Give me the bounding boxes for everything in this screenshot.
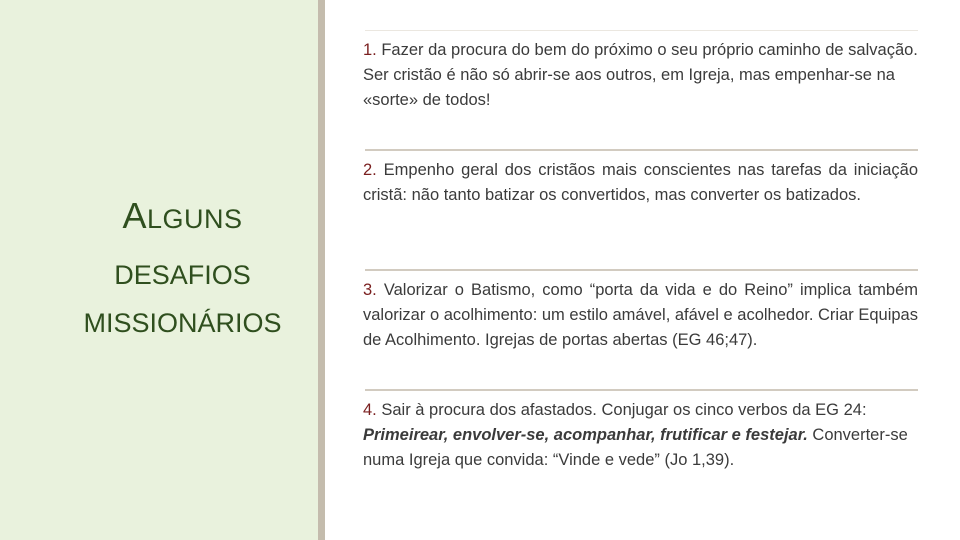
challenge-item-3	[363, 278, 918, 353]
title-word-rest: LGUNS	[146, 204, 243, 234]
item-text-a: Sair à procura dos afastados. Conjugar os cinco verbos da EG 24:	[376, 401, 867, 419]
item-text: Valorizar o Batismo, como “porta da vida e do Reino” implica também valorizar o acolhimento: um estilo amável, afável e acolhedor. Criar Equipas de Acolhimento. Igrejas de portas abertas (EG 46;47).	[363, 281, 918, 349]
item-text: Empenho geral dos cristãos mais conscientes nas tarefas da iniciação cristã: não tanto batizar os convertidos, mas converter os batizados.	[363, 161, 918, 204]
title-line-2: DESAFIOS	[114, 260, 251, 290]
separator-3	[365, 389, 918, 391]
separator-1	[365, 149, 918, 151]
challenge-item-1	[363, 38, 918, 113]
separator-2	[365, 269, 918, 271]
separator-top	[365, 30, 918, 31]
challenge-item-2	[363, 158, 918, 208]
item-text-b: Converter-se numa Igreja que convida: “Vinde e vede” (Jo 1,39).	[363, 426, 908, 469]
item-text: Fazer da procura do bem do próximo o seu próprio caminho de salvação. Ser cristão é não só abrir-se aos outros, em Igreja, mas empenhar-se na «sorte» de todos!	[363, 41, 918, 109]
item-number: 4.	[363, 401, 377, 419]
title-line-3: MISSIONÁRIOS	[83, 308, 282, 338]
item-text-emphasis: Primeirear, envolver-se, acompanhar, frutificar e festejar.	[363, 426, 808, 444]
challenge-item-4	[363, 398, 918, 473]
item-number: 3.	[363, 281, 377, 299]
item-number: 1.	[363, 41, 377, 59]
title-line-1	[40, 195, 325, 237]
slide-title	[40, 195, 325, 347]
title-initial: A	[122, 195, 147, 236]
item-number: 2.	[363, 161, 377, 179]
